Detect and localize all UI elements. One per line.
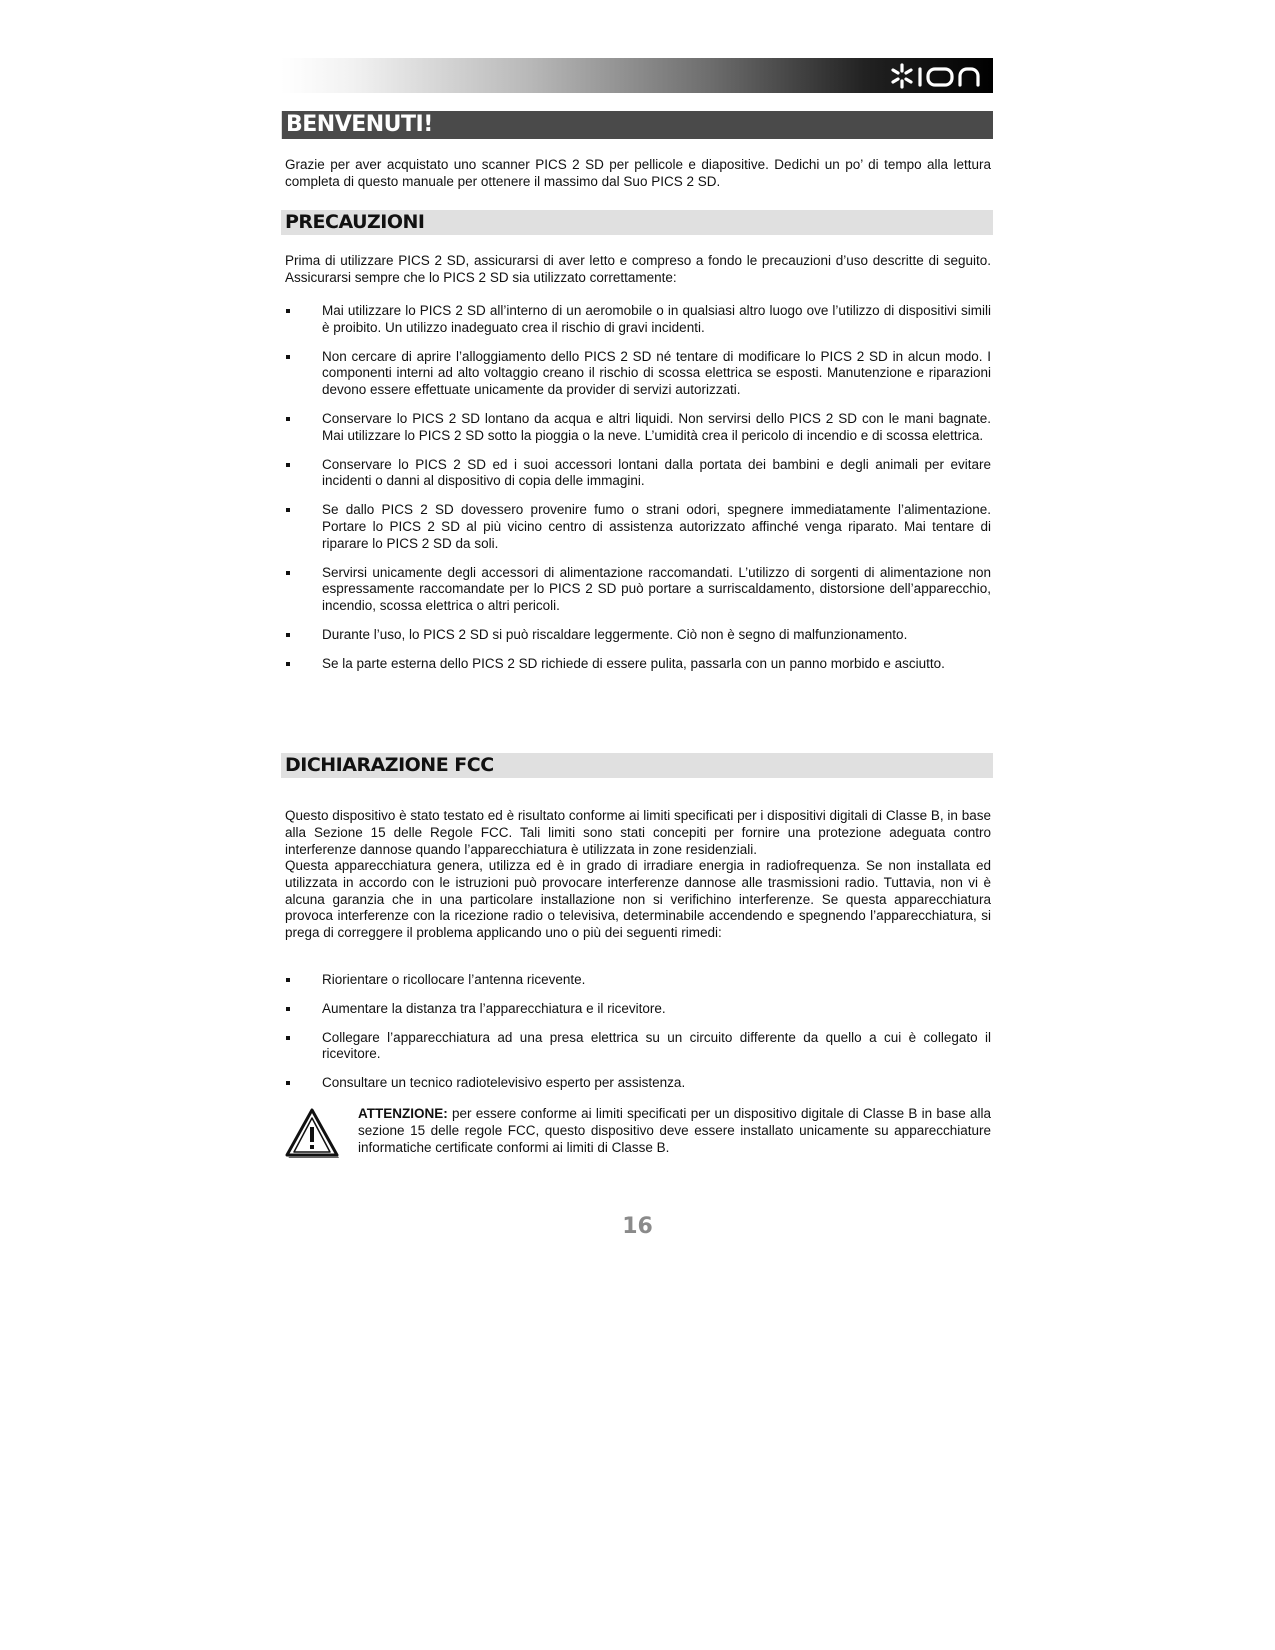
precautions-list	[285, 303, 991, 673]
list-item: Riorientare o ricollocare l’antenna ricevente.	[285, 972, 991, 989]
header-gradient-bar	[281, 58, 993, 93]
fcc-paragraph-1: Questo dispositivo è stato testato ed è risultato conforme ai limiti specificati per i dispositivi digitali di Classe B, in base alla Sezione 15 delle Regole FCC. Tali limiti sono stati concepiti per fornire una protezione adeguata contro interferenze dannose quando l’apparecchiatura è utilizzata in zone residenziali.	[285, 808, 991, 857]
fcc-remedies-list	[285, 972, 991, 1092]
list-item: Aumentare la distanza tra l’apparecchiatura e il ricevitore.	[285, 1001, 991, 1018]
warning-body: per essere conforme ai limiti specificati per un dispositivo digitale di Classe B in base alla sezione 15 delle regole FCC, questo dispositivo deve essere installato unicamente su apparecchiature informatiche certificate conformi ai limiti di Classe B.	[358, 1106, 991, 1155]
ion-logo	[891, 61, 987, 90]
precautions-intro: Prima di utilizzare PICS 2 SD, assicurarsi di aver letto e compreso a fondo le precauzioni d’uso descritte di seguito. Assicurarsi sempre che lo PICS 2 SD sia utilizzato correttamente:	[285, 253, 991, 285]
section-title-fcc: DICHIARAZIONE FCC	[281, 753, 993, 778]
section-title-precauzioni: PRECAUZIONI	[281, 210, 993, 235]
page-number: 16	[622, 1214, 653, 1239]
list-item: Non cercare di aprire l’alloggiamento dello PICS 2 SD né tentare di modificare lo PICS 2 SD in alcun modo. I componenti interni ad alto voltaggio creano il rischio di scossa elettrica se esposti. Manutenzione e riparazioni devono essere effettuate unicamente da provider di servizi autorizzati.	[285, 349, 991, 399]
warning-paragraph	[358, 1106, 991, 1156]
list-item: Conservare lo PICS 2 SD ed i suoi accessori lontani dalla portata dei bambini e degli animali per evitare incidenti o danni al dispositivo di copia delle immagini.	[285, 457, 991, 491]
fcc-paragraph-2: Questa apparecchiatura genera, utilizza ed è in grado di irradiare energia in radiofrequenza. Se non installata ed utilizzata in accordo con le istruzioni può provocare interferenze dannose alle trasmissioni radio. Tuttavia, non vi è alcuna garanzia che in una particolare installazione non si verifichino interferenze. Se questa apparecchiatura provoca interferenze con la ricezione radio o televisiva, determinabile accendendo e spegnendo l’apparecchiatura, si prega di correggere il problema applicando uno o più dei seguenti rimedi:	[285, 858, 991, 941]
welcome-paragraph: Grazie per aver acquistato uno scanner PICS 2 SD per pellicole e diapositive. Dedichi un po’ di tempo alla lettura completa di questo manuale per ottenere il massimo dal Suo PICS 2 SD.	[285, 157, 991, 189]
warning-label: ATTENZIONE:	[358, 1106, 448, 1121]
list-item: Conservare lo PICS 2 SD lontano da acqua e altri liquidi. Non servirsi dello PICS 2 SD con le mani bagnate. Mai utilizzare lo PICS 2 SD sotto la pioggia o la neve. L’umidità crea il pericolo di incendio e di scossa elettrica.	[285, 411, 991, 445]
section-title-benvenuti: BENVENUTI!	[281, 111, 993, 139]
list-item: Consultare un tecnico radiotelevisivo esperto per assistenza.	[285, 1075, 991, 1092]
list-item: Servirsi unicamente degli accessori di alimentazione raccomandati. L’utilizzo di sorgenti di alimentazione non espressamente raccomandate per lo PICS 2 SD può portare a surriscaldamento, distorsione dell’apparecchio, incendio, scossa elettrica o altri pericoli.	[285, 565, 991, 615]
list-item: Mai utilizzare lo PICS 2 SD all’interno di un aeromobile o in qualsiasi altro luogo ove l’utilizzo di dispositivi simili è proibito. Un utilizzo inadeguato crea il rischio di gravi incidenti.	[285, 303, 991, 337]
list-item: Collegare l’apparecchiatura ad una presa elettrica su un circuito differente da quello a cui è collegato il ricevitore.	[285, 1030, 991, 1064]
ion-logo-icon	[891, 63, 987, 89]
warning-triangle-icon	[284, 1107, 340, 1159]
list-item: Se dallo PICS 2 SD dovessero provenire fumo o strani odori, spegnere immediatamente l’alimentazione. Portare lo PICS 2 SD al più vicino centro di assistenza autorizzato affinché venga riparato. Mai tentare di riparare lo PICS 2 SD da soli.	[285, 502, 991, 552]
list-item: Se la parte esterna dello PICS 2 SD richiede di essere pulita, passarla con un panno morbido e asciutto.	[285, 656, 991, 673]
list-item: Durante l’uso, lo PICS 2 SD si può riscaldare leggermente. Ciò non è segno di malfunzionamento.	[285, 627, 991, 644]
